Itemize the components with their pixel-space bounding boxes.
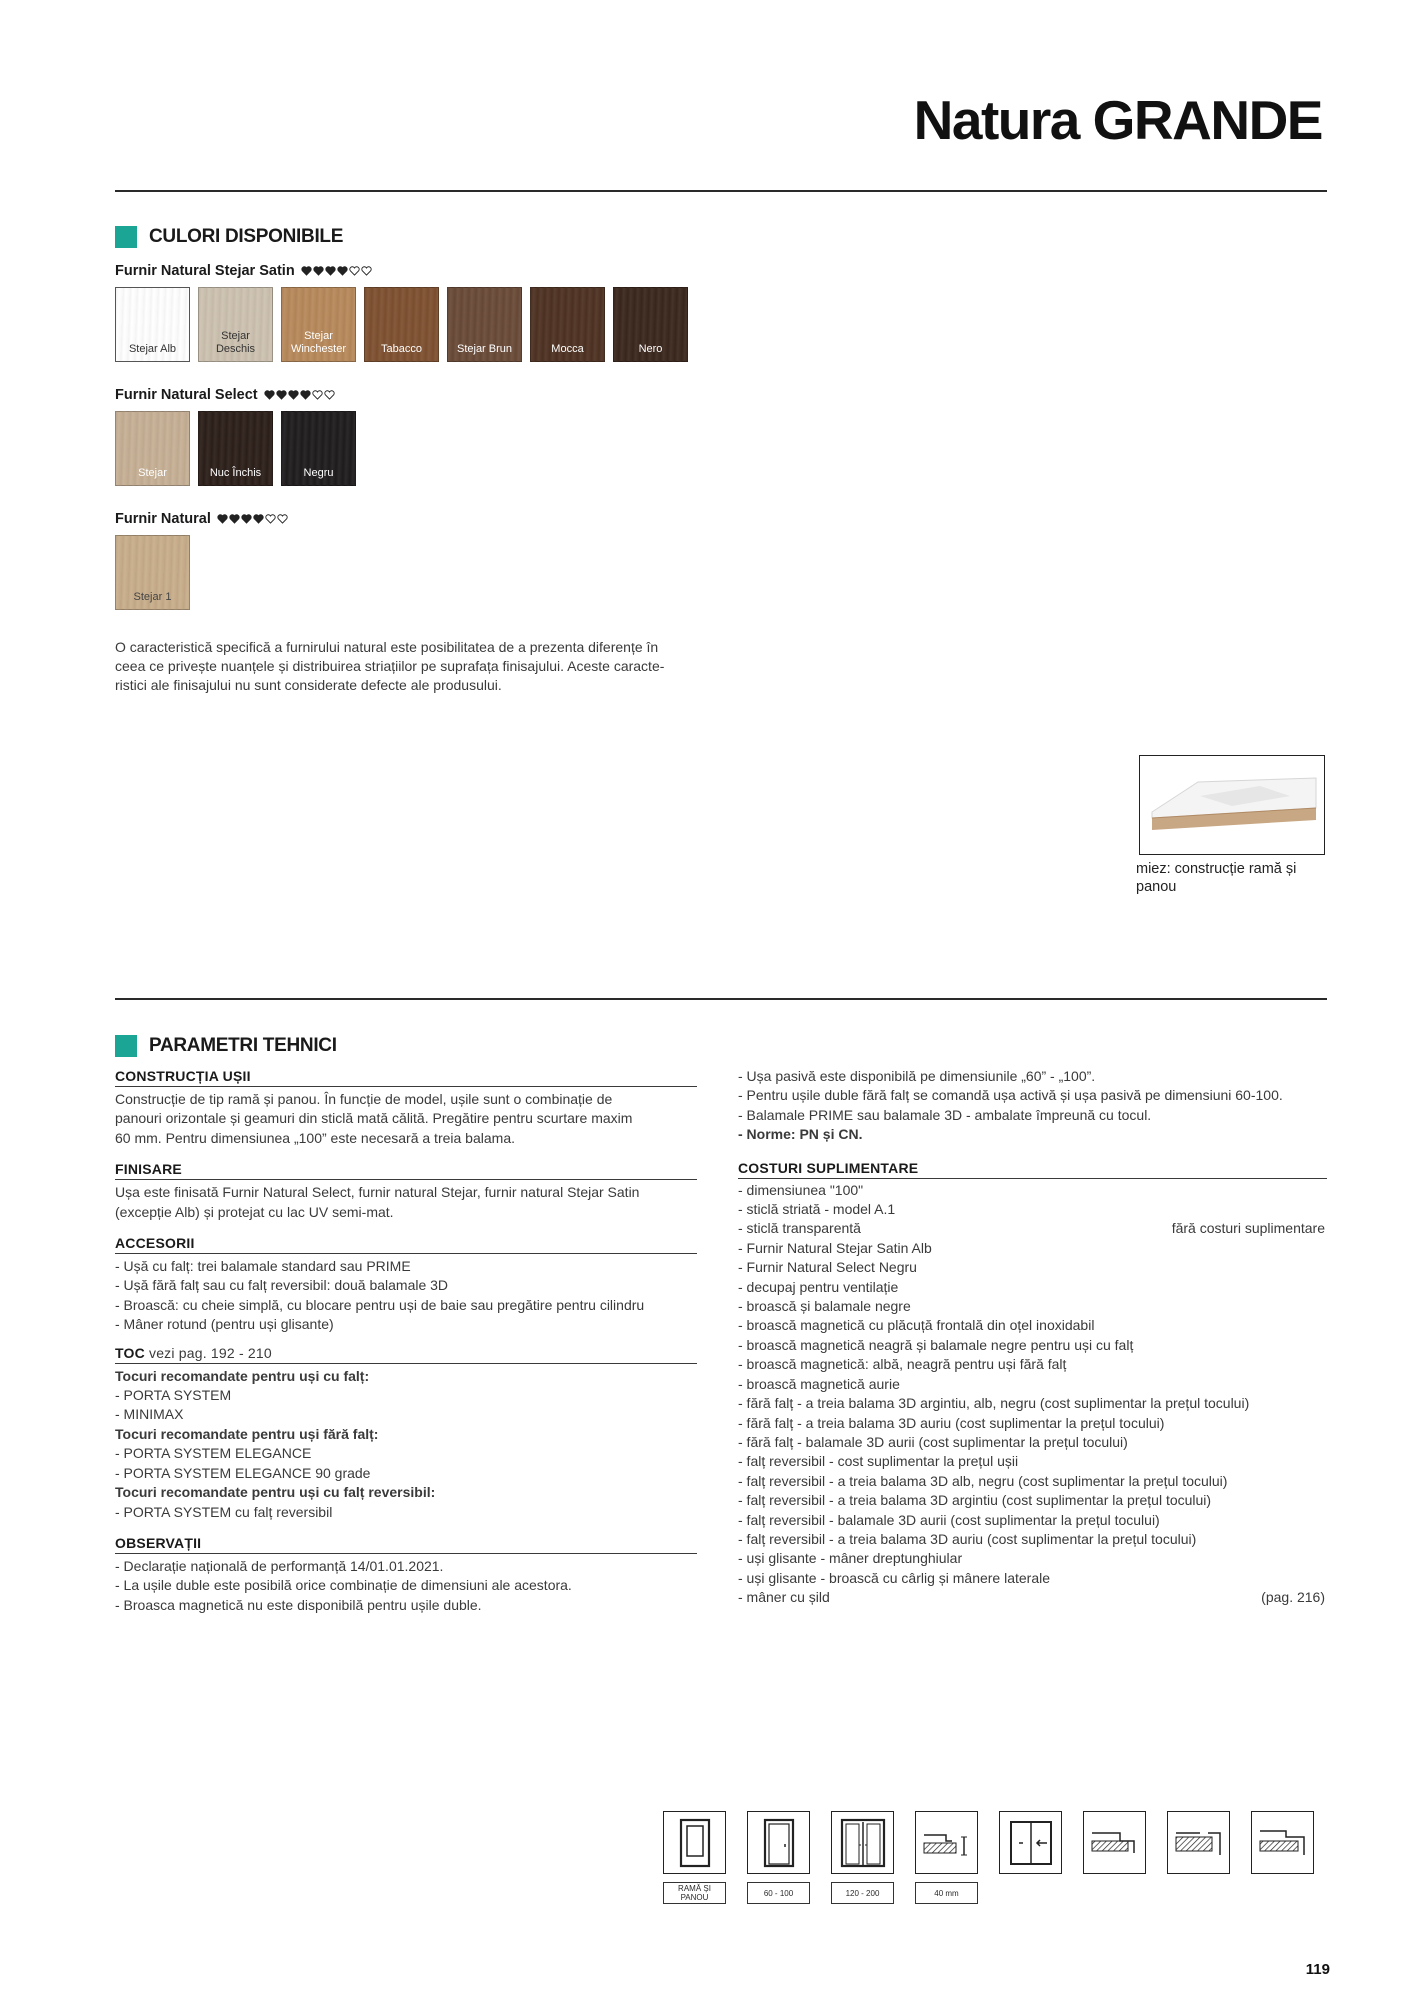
feature-icon-item bbox=[1167, 1811, 1230, 1904]
construction-heading: CONSTRUCȚIA UȘII bbox=[115, 1068, 697, 1087]
text-line: - Broască: cu cheie simplă, cu blocare pentru uși de baie sau pregătire pentru cilindru bbox=[115, 1296, 645, 1313]
heart-filled-icon bbox=[241, 514, 252, 524]
core-construction-image bbox=[1139, 755, 1325, 855]
cost-item bbox=[738, 1219, 1327, 1238]
icon-caption: 120 - 200 bbox=[831, 1882, 894, 1904]
core-caption bbox=[1136, 860, 1296, 896]
cost-item bbox=[738, 1472, 1327, 1491]
cost-item bbox=[738, 1549, 1327, 1568]
section-marker bbox=[115, 1035, 137, 1057]
rating-hearts bbox=[301, 266, 373, 276]
text-line: - Ușa pasivă este disponibilă pe dimensiunile „60” - „100”. bbox=[738, 1068, 1096, 1084]
cost-item-text: - falț reversibil - balamale 3D aurii (cost suplimentar la prețul tocului) bbox=[738, 1511, 1160, 1528]
heart-filled-icon bbox=[301, 266, 312, 276]
cost-item-text: - broască și balamale negre bbox=[738, 1298, 911, 1315]
cost-item bbox=[738, 1530, 1327, 1549]
category-name: Furnir Natural bbox=[115, 511, 211, 527]
heart-filled-icon bbox=[229, 514, 240, 524]
color-swatch bbox=[198, 287, 273, 362]
text-line: (excepție Alb) și protejat cu lac UV semi-mat. bbox=[115, 1203, 394, 1220]
page-number: 119 bbox=[1305, 1961, 1330, 1978]
top-rule bbox=[115, 190, 1327, 192]
feature-icon-item bbox=[663, 1811, 726, 1904]
accessories-text bbox=[115, 1257, 697, 1335]
finishing-heading: FINISARE bbox=[115, 1161, 697, 1180]
color-swatch bbox=[364, 287, 439, 362]
cost-item bbox=[738, 1569, 1327, 1588]
cost-item-text: - Furnir Natural Stejar Satin Alb bbox=[738, 1239, 932, 1256]
frame-heading bbox=[115, 1345, 697, 1364]
heart-empty-icon bbox=[265, 514, 276, 524]
color-swatch bbox=[447, 287, 522, 362]
feature-icon-item bbox=[999, 1811, 1062, 1904]
cost-item bbox=[738, 1491, 1327, 1510]
observations-text bbox=[115, 1557, 697, 1615]
cost-item bbox=[738, 1394, 1327, 1413]
note-line: O caracteristică specifică a furnirului natural este posibilitatea de a prezenta diferențe în bbox=[115, 639, 659, 655]
colors-heading bbox=[115, 226, 343, 248]
sliding-door-icon bbox=[999, 1811, 1062, 1874]
text-line: - MINIMAX bbox=[115, 1406, 184, 1423]
finish-note bbox=[115, 638, 715, 695]
color-swatch bbox=[115, 535, 190, 610]
heart-empty-icon bbox=[324, 390, 335, 400]
cost-item bbox=[738, 1452, 1327, 1471]
heart-empty-icon bbox=[277, 514, 288, 524]
frame-page-ref: vezi pag. 192 - 210 bbox=[149, 1344, 272, 1361]
text-line: - Ușă cu falț: trei balamale standard sau PRIME bbox=[115, 1258, 411, 1275]
heart-filled-icon bbox=[276, 390, 287, 400]
extra-costs-heading: COSTURI SUPLIMENTARE bbox=[738, 1160, 1327, 1179]
text-line: - PORTA SYSTEM ELEGANCE 90 grade bbox=[115, 1464, 371, 1481]
cost-item bbox=[738, 1336, 1327, 1355]
page-reference: (pag. 216) bbox=[1261, 1589, 1325, 1606]
cost-item bbox=[738, 1355, 1327, 1374]
passive-door-text bbox=[738, 1067, 1327, 1145]
text-line: - Pentru ușile duble fără falț se comandă ușa activă și ușa pasivă pe dimensiuni 60-100. bbox=[738, 1087, 1283, 1104]
frame-group-title: Tocuri recomandate pentru uși fără falț: bbox=[115, 1425, 379, 1442]
cost-item-text: - falț reversibil - a treia balama 3D argintiu (cost suplimentar la prețul tocului) bbox=[738, 1492, 1212, 1509]
page-title: Natura GRANDE bbox=[913, 89, 1322, 151]
core-caption-line: panou bbox=[1136, 879, 1177, 895]
cost-item bbox=[738, 1278, 1327, 1297]
cost-item-text: - uși glisante - mâner dreptunghiular bbox=[738, 1550, 963, 1567]
cost-item-text: - falț reversibil - cost suplimentar la prețul ușii bbox=[738, 1453, 1019, 1470]
text-line: - Declarație națională de performanță 14/01.01.2021. bbox=[115, 1557, 444, 1574]
text-line: - La ușile duble este posibilă orice combinație de dimensiuni ale acestora. bbox=[115, 1577, 572, 1594]
cost-item-text: - fără falț - a treia balama 3D argintiu, alb, negru (cost suplimentar la prețul tocului) bbox=[738, 1395, 1250, 1412]
cost-item-text: - uși glisante - broască cu cârlig și mânere laterale bbox=[738, 1569, 1051, 1586]
tech-heading bbox=[115, 1035, 337, 1057]
tech-left-column bbox=[115, 1068, 697, 1615]
text-line: - Balamale PRIME sau balamale 3D - ambalate împreună cu tocul. bbox=[738, 1106, 1152, 1123]
icon-caption: 40 mm bbox=[915, 1882, 978, 1904]
color-swatch bbox=[115, 287, 190, 362]
reversible-rebate-icon bbox=[1251, 1811, 1314, 1874]
heart-filled-icon bbox=[313, 266, 324, 276]
text-line: - PORTA SYSTEM cu falț reversibil bbox=[115, 1503, 333, 1520]
text-line: Ușa este finisată Furnir Natural Select, furnir natural Stejar, furnir natural Stejar Satin bbox=[115, 1184, 640, 1201]
color-category bbox=[115, 387, 696, 486]
color-categories bbox=[115, 263, 696, 635]
cost-item-text: - mâner cu șild bbox=[738, 1589, 830, 1606]
category-name: Furnir Natural Select bbox=[115, 387, 258, 403]
text-line: Construcție de tip ramă și panou. În funcție de model, ușile sunt o combinație de bbox=[115, 1091, 613, 1107]
frame-heading-label: TOC bbox=[115, 1344, 145, 1361]
swatch-label: Tabacco bbox=[381, 343, 422, 355]
heart-filled-icon bbox=[300, 390, 311, 400]
middle-rule bbox=[115, 998, 1327, 1000]
feature-icon-item bbox=[915, 1811, 978, 1904]
tech-heading-label: PARAMETRI TEHNICI bbox=[149, 1035, 337, 1056]
cost-item bbox=[738, 1258, 1327, 1277]
cost-item-text: - dimensiunea "100" bbox=[738, 1181, 864, 1198]
rating-hearts bbox=[217, 514, 289, 524]
text-line: - Ușă fără falț sau cu falț reversibil: două balamale 3D bbox=[115, 1277, 449, 1294]
feature-icon-item bbox=[831, 1811, 894, 1904]
swatch-row bbox=[115, 411, 696, 486]
swatch-label: Stejar 1 bbox=[133, 591, 172, 603]
heart-filled-icon bbox=[217, 514, 228, 524]
frame-panel-icon bbox=[663, 1811, 726, 1874]
swatch-label: Nero bbox=[638, 343, 663, 355]
cost-item-text: - broască magnetică neagră și balamale negre pentru uși cu falț bbox=[738, 1336, 1134, 1353]
text-line: panouri orizontale și geamuri din sticlă mată călită. Pregătire pentru scurtare maxim bbox=[115, 1110, 633, 1127]
feature-icon-item bbox=[747, 1811, 810, 1904]
swatch-label: Nuc Închis bbox=[209, 467, 262, 479]
cost-item bbox=[738, 1375, 1327, 1394]
swatch-label: Stejar bbox=[138, 467, 167, 479]
note-line: ristici ale finisajului nu sunt considerate defecte ale produsului. bbox=[115, 677, 502, 693]
frame-group-title: Tocuri recomandate pentru uși cu falț: bbox=[115, 1367, 370, 1384]
text-line: 60 mm. Pentru dimensiunea „100” este necesară a treia balama. bbox=[115, 1129, 515, 1146]
color-swatch bbox=[198, 411, 273, 486]
cost-item-text: - falț reversibil - a treia balama 3D auriu (cost suplimentar la prețul tocului) bbox=[738, 1530, 1197, 1547]
accessories-heading: ACCESORII bbox=[115, 1235, 697, 1254]
cost-item-text: - falț reversibil - a treia balama 3D alb, negru (cost suplimentar la prețul tocului) bbox=[738, 1472, 1228, 1489]
swatch-label: Stejar Winchester bbox=[290, 330, 347, 355]
double-door-icon bbox=[831, 1811, 894, 1874]
cost-item bbox=[738, 1414, 1327, 1433]
color-swatch bbox=[530, 287, 605, 362]
cost-item-text: - broască magnetică cu plăcuță frontală din oțel inoxidabil bbox=[738, 1317, 1095, 1334]
heart-filled-icon bbox=[253, 514, 264, 524]
flush-door-icon bbox=[1167, 1811, 1230, 1874]
tech-right-column bbox=[738, 1067, 1327, 1608]
rating-hearts bbox=[264, 390, 336, 400]
heart-empty-icon bbox=[349, 266, 360, 276]
note-line: ceea ce privește nuanțele și distribuirea striațiilor pe suprafața finisajului. Aceste caracte- bbox=[115, 658, 665, 674]
category-name: Furnir Natural Stejar Satin bbox=[115, 263, 295, 279]
icon-caption: 60 - 100 bbox=[747, 1882, 810, 1904]
color-swatch bbox=[281, 411, 356, 486]
frame-text bbox=[115, 1367, 697, 1522]
category-title bbox=[115, 263, 696, 279]
cost-item bbox=[738, 1239, 1327, 1258]
heart-filled-icon bbox=[264, 390, 275, 400]
text-line: - PORTA SYSTEM bbox=[115, 1387, 232, 1404]
swatch-row bbox=[115, 287, 696, 362]
extra-costs-list bbox=[738, 1181, 1327, 1608]
swatch-label: Mocca bbox=[551, 343, 584, 355]
category-title bbox=[115, 511, 696, 527]
color-swatch bbox=[281, 287, 356, 362]
norms-line: - Norme: PN și CN. bbox=[738, 1126, 863, 1143]
swatch-row bbox=[115, 535, 696, 610]
icon-caption: RAMĂ ȘI PANOU bbox=[663, 1882, 726, 1904]
swatch-label: Stejar Alb bbox=[128, 343, 177, 355]
heart-empty-icon bbox=[312, 390, 323, 400]
cost-item bbox=[738, 1588, 1327, 1607]
single-door-icon bbox=[747, 1811, 810, 1874]
text-line: - Mâner rotund (pentru uși glisante) bbox=[115, 1316, 334, 1333]
no-cost-note: fără costuri suplimentare bbox=[1171, 1220, 1325, 1237]
category-title bbox=[115, 387, 696, 403]
feature-icon-item bbox=[1251, 1811, 1314, 1904]
construction-text bbox=[115, 1090, 697, 1148]
heart-filled-icon bbox=[325, 266, 336, 276]
color-swatch bbox=[115, 411, 190, 486]
swatch-label: Stejar Brun bbox=[456, 343, 513, 355]
swatch-label: Negru bbox=[303, 467, 334, 479]
cost-item-text: - broască magnetică aurie bbox=[738, 1375, 900, 1392]
feature-icon-item bbox=[1083, 1811, 1146, 1904]
cost-item bbox=[738, 1297, 1327, 1316]
cost-item bbox=[738, 1181, 1327, 1200]
colors-heading-label: CULORI DISPONIBILE bbox=[149, 226, 344, 247]
section-marker bbox=[115, 226, 137, 248]
cost-item bbox=[738, 1200, 1327, 1219]
core-illustration bbox=[1140, 756, 1323, 853]
cost-item bbox=[738, 1433, 1327, 1452]
text-line: - PORTA SYSTEM ELEGANCE bbox=[115, 1445, 312, 1462]
cost-item-text: - Furnir Natural Select Negru bbox=[738, 1259, 917, 1276]
rebated-door-icon bbox=[1083, 1811, 1146, 1874]
cost-item-text: - sticlă striată - model A.1 bbox=[738, 1201, 896, 1218]
cost-item-text: - decupaj pentru ventilație bbox=[738, 1278, 899, 1295]
core-caption-line: miez: construcție ramă și bbox=[1136, 861, 1297, 877]
cost-item-text: - sticlă transparentă bbox=[738, 1220, 861, 1237]
feature-icons bbox=[663, 1811, 1335, 1904]
frame-group-title: Tocuri recomandate pentru uși cu falț reversibil: bbox=[115, 1484, 436, 1501]
color-category bbox=[115, 511, 696, 610]
heart-empty-icon bbox=[361, 266, 372, 276]
swatch-label: Stejar Deschis bbox=[215, 330, 256, 355]
thickness-icon bbox=[915, 1811, 978, 1874]
observations-heading: OBSERVAȚII bbox=[115, 1535, 697, 1554]
color-swatch bbox=[613, 287, 688, 362]
cost-item-text: - broască magnetică: albă, neagră pentru uși fără falț bbox=[738, 1356, 1067, 1373]
text-line: - Broasca magnetică nu este disponibilă pentru ușile duble. bbox=[115, 1596, 482, 1613]
heart-filled-icon bbox=[288, 390, 299, 400]
cost-item-text: - fără falț - balamale 3D aurii (cost suplimentar la prețul tocului) bbox=[738, 1433, 1128, 1450]
color-category bbox=[115, 263, 696, 362]
finishing-text bbox=[115, 1183, 697, 1222]
cost-item bbox=[738, 1511, 1327, 1530]
heart-filled-icon bbox=[337, 266, 348, 276]
cost-item-text: - fără falț - a treia balama 3D auriu (cost suplimentar la prețul tocului) bbox=[738, 1414, 1165, 1431]
cost-item bbox=[738, 1316, 1327, 1335]
